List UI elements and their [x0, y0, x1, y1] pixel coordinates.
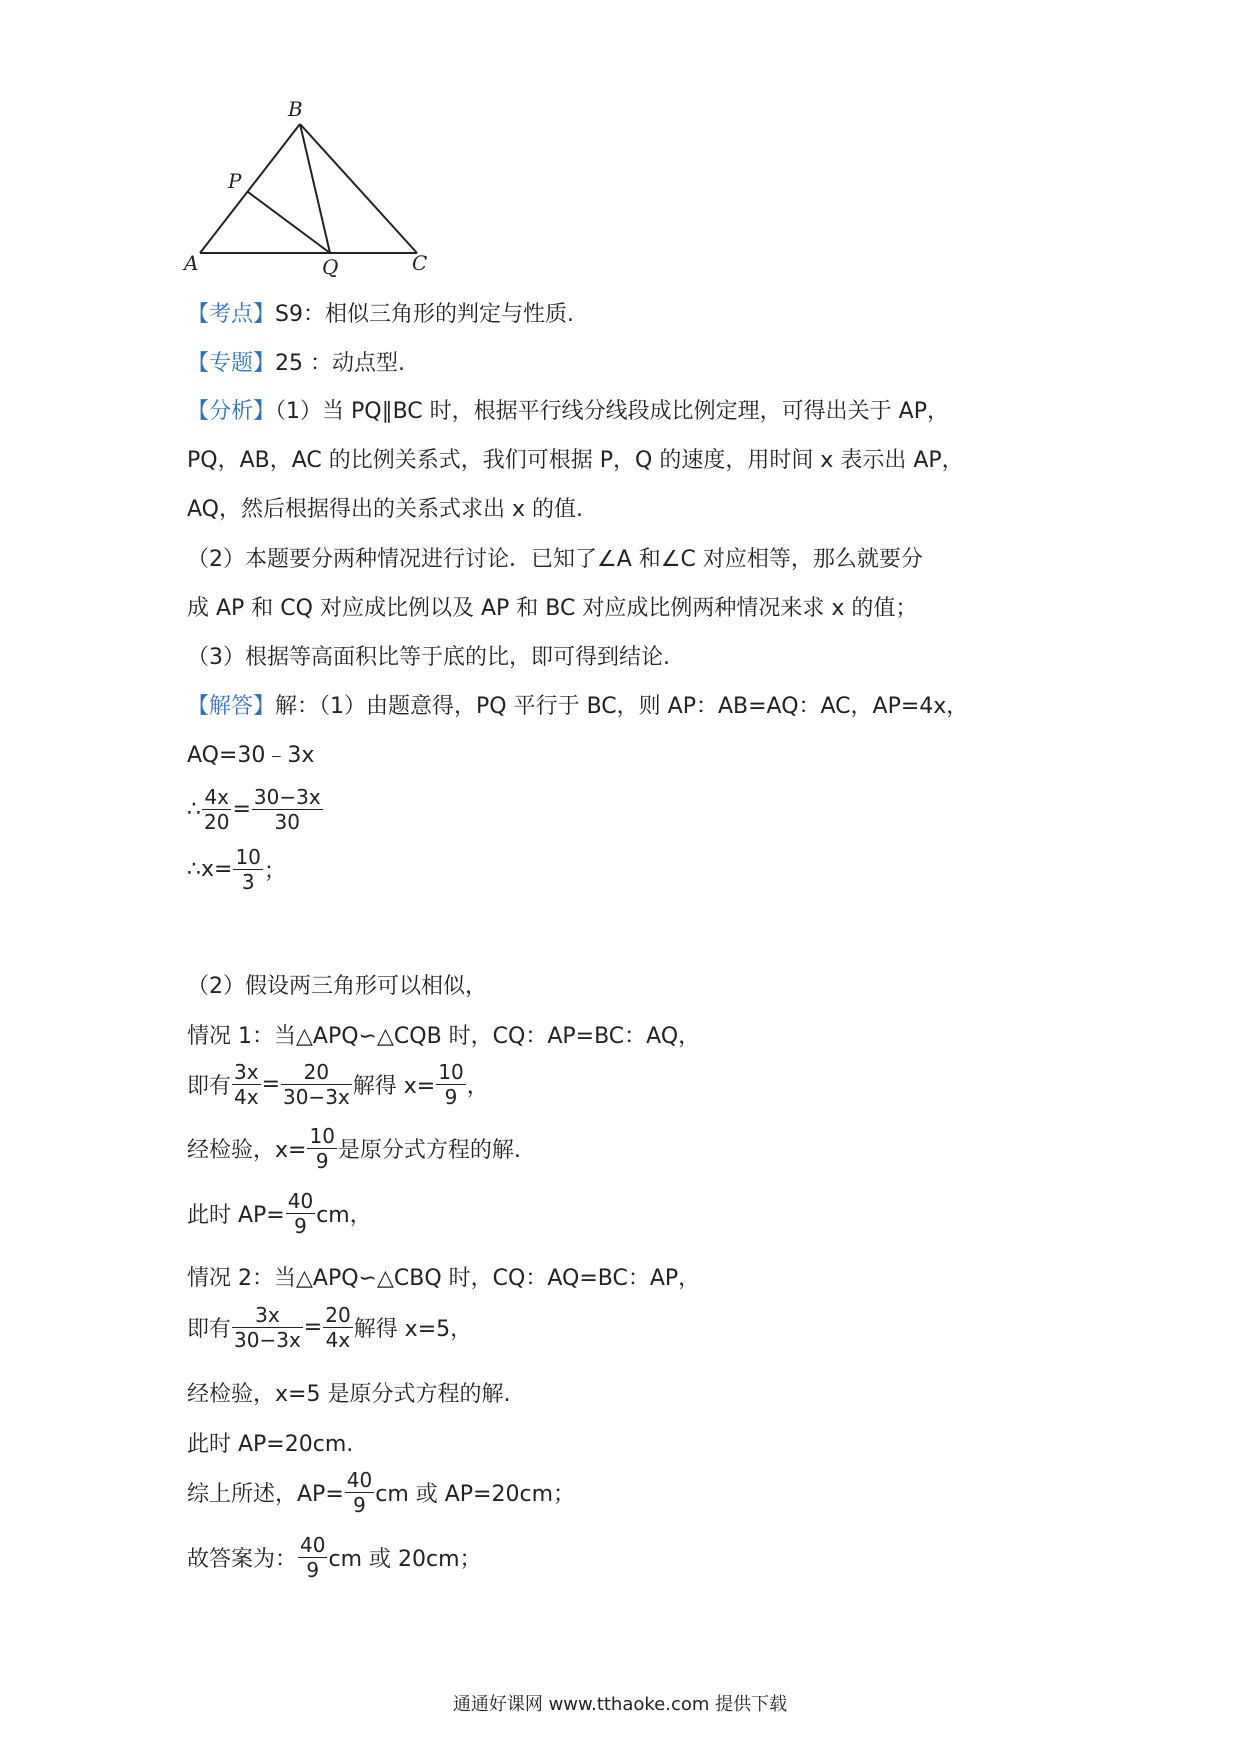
summary-num: 40: [346, 1468, 373, 1492]
case2-frac-2: [323, 1303, 352, 1352]
fenxi-line-2: PQ，AB，AC 的比例关系式，我们可根据 P，Q 的速度，用时间 x 表示出 AP，: [187, 448, 964, 473]
eq1-den-left: 20: [204, 810, 230, 834]
fenxi-line-5: 成 AP 和 CQ 对应成比例以及 AP 和 BC 对应成比例两种情况来求 x 的值；: [187, 596, 918, 621]
eq1-den-right: 30: [274, 810, 300, 834]
part2-intro: （2）假设两三角形可以相似，: [187, 974, 487, 999]
equation-1: [187, 785, 324, 834]
case1-den-3: 9: [444, 1085, 458, 1109]
label-c: C: [412, 251, 428, 275]
zhuanti-line: [187, 349, 405, 379]
case1-check-frac: [307, 1124, 336, 1173]
triangle-diagram: [180, 96, 440, 282]
case2-den-1: 30−3x: [234, 1328, 301, 1352]
eq2-prefix: ∴x=: [187, 857, 233, 882]
case1-check-prefix: 经检验，x=: [187, 1138, 307, 1163]
summary-suffix: cm 或 AP=20cm；: [375, 1482, 576, 1507]
fenxi-line-6: （3）根据等高面积比等于底的比，即可得到结论.: [187, 645, 670, 670]
jieda-line-1: [187, 692, 968, 722]
case1-check-num: 10: [309, 1124, 335, 1148]
case2-check: 经检验，x=5 是原分式方程的解.: [187, 1382, 511, 1407]
eq1-equals: =: [232, 797, 251, 822]
case1-suffix: ，: [466, 1074, 489, 1099]
answer-den: 9: [306, 1558, 320, 1582]
case1-check-den: 9: [315, 1149, 329, 1173]
eq1-frac-right: [252, 785, 323, 834]
jieda-label: 【解答】: [187, 694, 276, 719]
eq2-frac: [233, 845, 262, 894]
case2-equation: [187, 1303, 472, 1352]
case2-line: 情况 2：当△APQ∽△CBQ 时，CQ：AQ=BC：AP，: [187, 1266, 701, 1291]
case1-line: 情况 1：当△APQ∽△CQB 时，CQ：AP=BC：AQ，: [187, 1024, 701, 1049]
case1-mid: 解得 x=: [352, 1074, 436, 1099]
case2-frac-1: [232, 1303, 303, 1352]
case1-num-2: 20: [281, 1060, 352, 1085]
case2-num-1: 3x: [232, 1303, 303, 1328]
segment-bc: [300, 124, 417, 253]
case1-ap-den: 9: [294, 1214, 307, 1238]
case1-num-1: 3x: [234, 1060, 259, 1084]
answer-prefix: 故答案为：: [187, 1547, 298, 1572]
case2-den-2: 4x: [325, 1328, 351, 1352]
case2-eq-prefix: 即有: [187, 1317, 232, 1342]
case1-eq-prefix: 即有: [187, 1074, 232, 1099]
case1-ap-frac: [286, 1189, 315, 1238]
case1-equals: =: [261, 1072, 281, 1097]
case2-num-2: 20: [325, 1303, 351, 1327]
summary-prefix: 综上所述，AP=: [187, 1482, 344, 1507]
kaodian-text: S9：相似三角形的判定与性质.: [275, 302, 574, 327]
equation-2: [187, 845, 286, 894]
fenxi-line-3: AQ，然后根据得出的关系式求出 x 的值.: [187, 497, 583, 522]
kaodian-label: 【考点】: [187, 302, 276, 327]
case2-suffix: 解得 x=5，: [353, 1317, 473, 1342]
answer-line: [187, 1533, 482, 1582]
summary-den: 9: [353, 1493, 366, 1517]
eq1-prefix: ∴: [187, 797, 201, 822]
answer-frac: [298, 1533, 327, 1582]
segment-ab: [200, 124, 300, 253]
label-p: P: [228, 169, 242, 193]
fenxi-line-4: （2）本题要分两种情况进行讨论．已知了∠A 和∠C 对应相等，那么就要分: [187, 547, 923, 572]
case2-equals: =: [303, 1315, 323, 1340]
case1-ap-num: 40: [287, 1189, 314, 1213]
label-b: B: [288, 97, 303, 121]
case1-equation: [187, 1060, 489, 1109]
case1-check: [187, 1124, 521, 1173]
case1-frac-2: [281, 1060, 352, 1109]
kaodian-line: [187, 300, 574, 330]
case1-ap: [187, 1189, 372, 1238]
summary-line: [187, 1468, 575, 1517]
case1-frac-1: [232, 1060, 261, 1109]
eq2-den: 3: [241, 870, 255, 894]
triangle-figure: [180, 96, 440, 282]
eq1-num-left: 4x: [202, 785, 231, 810]
summary-frac: [345, 1468, 374, 1517]
eq2-num: 10: [235, 845, 261, 869]
case1-den-2: 30−3x: [283, 1085, 350, 1109]
fenxi-label: 【分析】: [187, 399, 276, 424]
case1-frac-3: [436, 1060, 465, 1109]
page-footer: 通通好课网 www.tthaoke.com 提供下载: [452, 1694, 788, 1715]
eq1-num-right: 30−3x: [253, 785, 321, 809]
fenxi-text-1: （1）当 PQ∥BC 时，根据平行线分线段成比例定理，可得出关于 AP，: [275, 399, 949, 424]
case2-ap: 此时 AP=20cm.: [187, 1432, 354, 1457]
case1-ap-prefix: 此时 AP=: [187, 1203, 285, 1228]
label-q: Q: [322, 255, 339, 279]
case1-num-3: 10: [438, 1060, 464, 1084]
jieda-text-1: 解：（1）由题意得，PQ 平行于 BC，则 AP：AB=AQ：AC，AP=4x，: [275, 694, 969, 719]
answer-suffix: cm 或 20cm；: [328, 1547, 482, 1572]
eq1-frac-left: [202, 785, 231, 834]
case1-check-suffix: 是原分式方程的解.: [337, 1138, 521, 1163]
zhuanti-text: 25 ：动点型.: [275, 351, 405, 376]
eq2-suffix: ；: [263, 859, 286, 884]
label-a: A: [184, 251, 199, 275]
case1-ap-suffix: cm，: [316, 1203, 372, 1228]
jieda-line-2: AQ=30﹣3x: [187, 743, 315, 768]
fenxi-line-1: [187, 397, 949, 427]
case1-den-1: 4x: [234, 1085, 259, 1109]
answer-num: 40: [300, 1533, 326, 1557]
zhuanti-label: 【专题】: [187, 351, 276, 376]
